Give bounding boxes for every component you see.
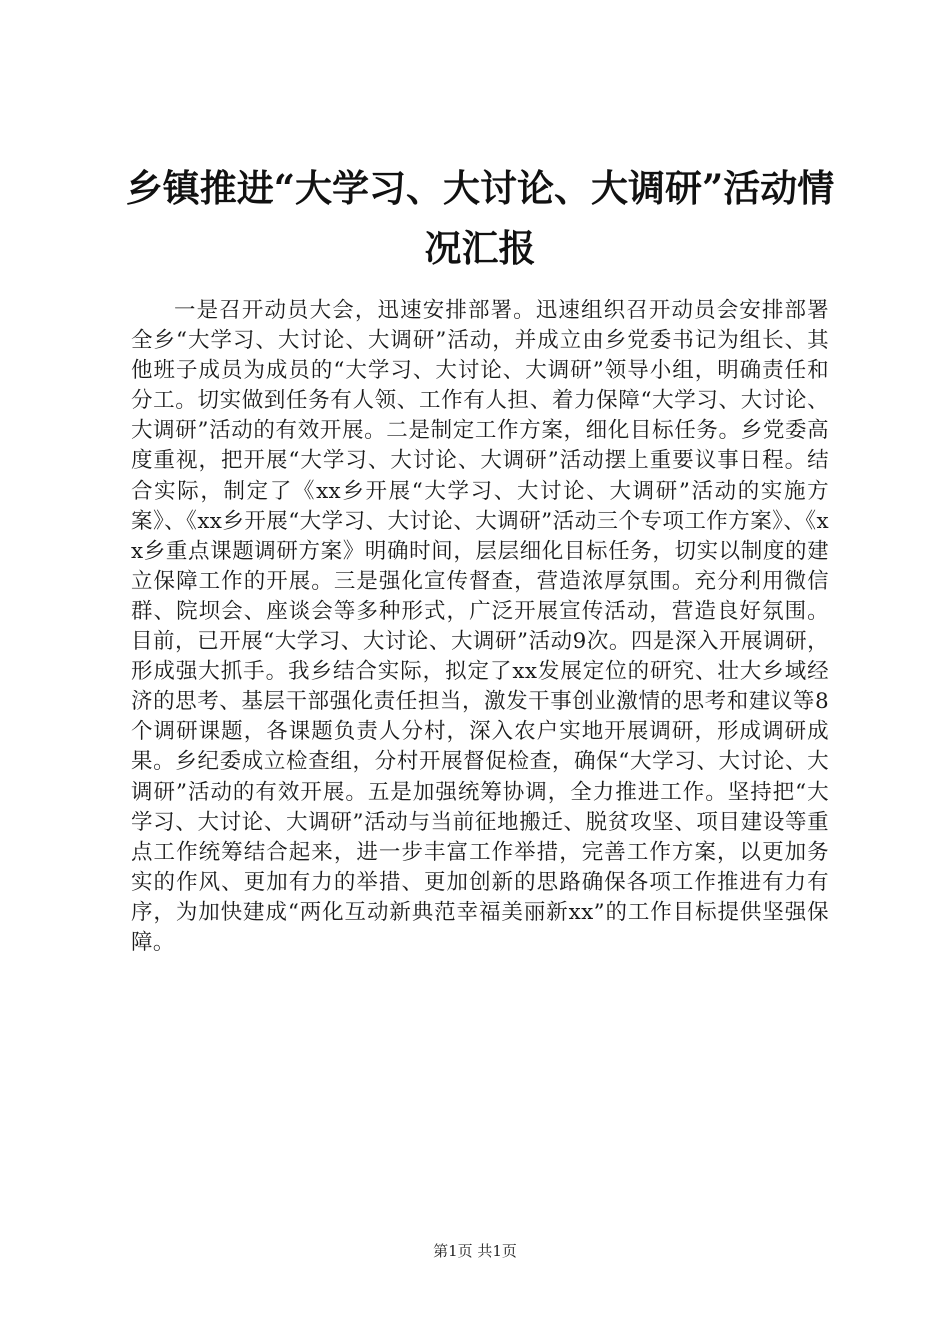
document-title: 乡镇推进“大学习、大讨论、大调研”活动情况汇报 xyxy=(125,166,835,270)
document-body-paragraph: 一是召开动员大会，迅速安排部署。迅速组织召开动员会安排部署全乡“大学习、大讨论、大调研”活动，并成立由乡党委书记为组长、其他班子成员为成员的“大学习、大讨论、大调研”领导小组，明确责任和分工。切实做到任务有人领、工作有人担、着力保障“大学习、大讨论、大调研”活动的有效开展。二是制定工作方案，细化目标任务。乡党委高度重视，把开展“大学习、大讨论、大调研”活动摆上重要议事日程。结合实际，制定了《xx乡开展“大学习、大讨论、大调研”活动的实施方案》、《xx乡开展“大学习、大讨论、大调研”活动三个专项工作方案》、《xx乡重点课题调研方案》明确时间，层层细化目标任务，切实以制度的建立保障工作的开展。三是强化宣传督查，营造浓厚氛围。充分利用微信群、院坝会、座谈会等多种形式，广泛开展宣传活动，营造良好氛围。目前，已开展“大学习、大讨论、大调研”活动9次。四是深入开展调研，形成强大抓手。我乡结合实际，拟定了xx发展定位的研究、壮大乡域经济的思考、基层干部强化责任担当，激发干事创业激情的思考和建议等8个调研课题，各课题负责人分村，深入农户实地开展调研，形成调研成果。乡纪委成立检查组，分村开展督促检查，确保“大学习、大讨论、大调研”活动的有效开展。五是加强统筹协调，全力推进工作。坚持把“大学习、大讨论、大调研”活动与当前征地搬迁、脱贫攻坚、项目建设等重点工作统筹结合起来，进一步丰富工作举措，完善工作方案，以更加务实的作风、更加有力的举措、更加创新的思路确保各项工作推进有力有序，为加快建成“两化互动新典范幸福美丽新xx”的工作目标提供坚强保障。 xyxy=(131,298,829,955)
page-number-footer: 第1页 共1页 xyxy=(433,1242,517,1260)
